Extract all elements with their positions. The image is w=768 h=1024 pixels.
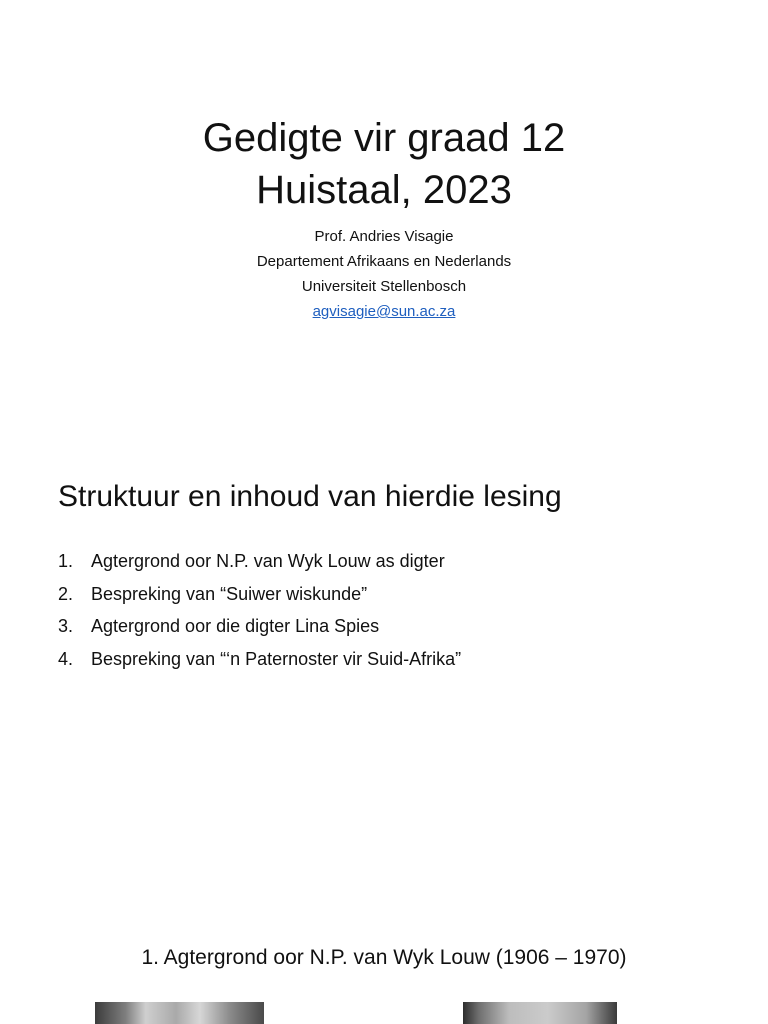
list-item-text: Bespreking van “‘n Paternoster vir Suid-Afrika” [91,648,462,669]
contents-list [58,545,461,675]
department-name: Departement Afrikaans en Nederlands [256,253,512,270]
portrait-photo-left [95,1002,264,1024]
list-item-number: 3. [58,616,74,636]
list-item-number: 2. [58,583,74,604]
list-item-text: Agtergrond oor N.P. van Wyk Louw as digter [91,551,445,571]
slide3-title: 1. Agtergrond oor N.P. van Wyk Louw (1906 – 1970) [141,946,627,969]
list-item [58,610,461,643]
email-link[interactable]: agvisagie@sun.ac.za [312,303,456,320]
list-item [58,545,461,578]
list-item-text: Bespreking van “Suiwer wiskunde” [91,583,368,604]
list-item [58,578,461,611]
slide2-title: Struktuur en inhoud van hierdie lesing [58,480,562,513]
slide1-author-block [0,224,768,324]
slide1-title-line1: Gedigte vir graad 12 [202,116,566,160]
list-item [58,643,461,676]
list-item-number: 1. [58,551,74,571]
portrait-photo-right [463,1002,617,1024]
author-name: Prof. Andries Visagie [314,228,454,245]
list-item-number: 4. [58,648,74,669]
slide1-title-line2: Huistaal, 2023 [256,168,512,212]
list-item-text: Agtergrond oor die digter Lina Spies [91,616,380,636]
university-name: Universiteit Stellenbosch [301,278,467,295]
slide1-title [0,112,768,216]
